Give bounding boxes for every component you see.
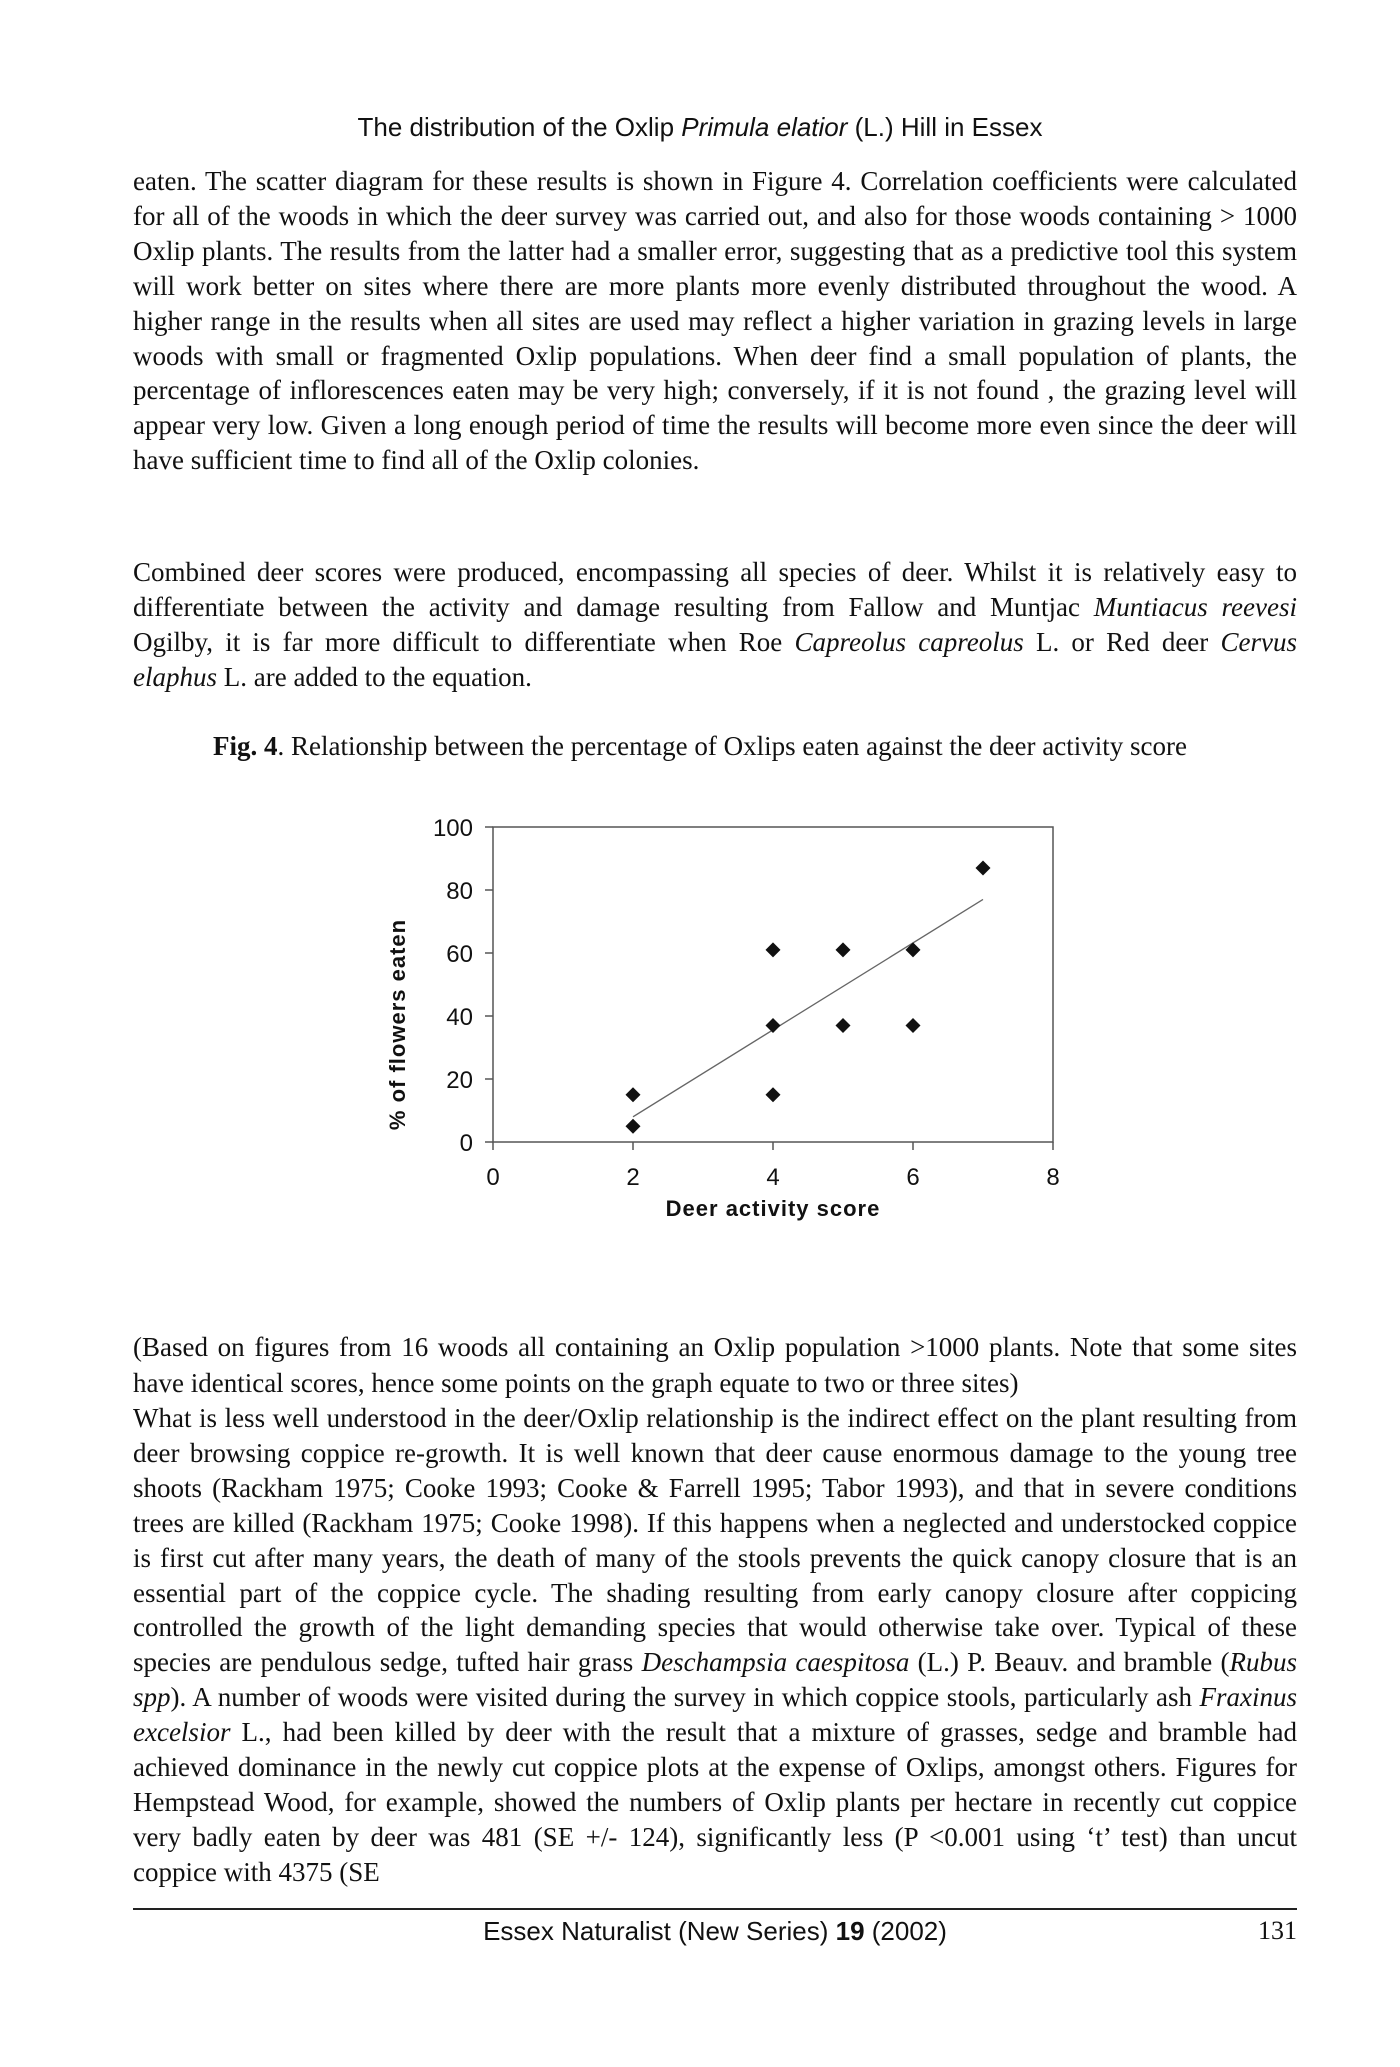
para3-text-2: (L.) P. Beauv. and bramble (	[909, 1647, 1230, 1678]
footer	[133, 1916, 1297, 1956]
para2-text-3: L. or Red deer	[1023, 626, 1221, 657]
para2-species-3: Cervus elaphus	[133, 626, 1298, 692]
data-point	[906, 942, 921, 957]
paragraph-3	[133, 1401, 1297, 1890]
y-axis-label: % of flowers eaten	[385, 918, 410, 1131]
x-tick-label: 4	[766, 1164, 780, 1191]
footer-journal-name: Essex Naturalist (New Series)	[483, 1916, 836, 1946]
figure-caption	[0, 731, 1400, 762]
running-head	[0, 112, 1400, 143]
y-tick-label: 40	[446, 1004, 473, 1031]
y-tick-label: 0	[459, 1130, 473, 1157]
data-point	[976, 860, 991, 875]
para3-text-1: What is less well understood in the deer/Oxlip relationship is the indirect effect on the plant resulting from deer browsing coppice re-growth. It is well known that deer cause enormous damage to the young tree shoots (Rackham 1975; Cooke 1993; Cooke & Farrell 1995; Tabor 1993), and that in severe conditions trees are killed (Rackham 1975; Cooke 1998). If this happens when a neglected and understocked coppice is first cut after many years, the death of many of the stools prevents the quick canopy closure that is an essential part of the coppice cycle. The shading resulting from early canopy closure after coppicing controlled the growth of the light demanding species that would otherwise take over. Typical of these species are pendulous sedge, tufted hair grass	[133, 1403, 1297, 1678]
page-number: 131	[1258, 1916, 1297, 1945]
data-point	[836, 1018, 851, 1033]
footer-volume: 19	[835, 1916, 865, 1946]
para3-species-3: Fraxinus excelsior	[133, 1682, 1297, 1748]
para3-text-4: L., had been killed by deer with the result that a mixture of grasses, sedge and bramble had achieved dominance in the newly cut coppice plots at the expense of Oxlips, amongst others. Figures for Hempstead Wood, for example, showed the numbers of Oxlip plants per hectare in recently cut coppice very badly eaten by deer was 481 (SE +/- 124), significantly less (P <0.001 using ‘t’ test) than uncut coppice with 4375 (SE	[133, 1717, 1297, 1887]
data-point	[766, 1018, 781, 1033]
data-point	[766, 1087, 781, 1102]
running-head-species: Primula elatior	[681, 112, 848, 142]
data-point	[766, 942, 781, 957]
footer-journal	[133, 1916, 1297, 1947]
data-point	[626, 1119, 641, 1134]
y-tick-label: 100	[432, 815, 473, 842]
data-point	[836, 942, 851, 957]
para2-text-1: Combined deer scores were produced, encompassing all species of deer. Whilst it is relatively easy to differentiate between the activity and damage resulting from Fallow and Muntjac	[133, 557, 1297, 622]
x-tick-label: 2	[626, 1164, 640, 1191]
x-tick-label: 8	[1046, 1164, 1060, 1191]
paragraph-2	[133, 555, 1297, 695]
para3-text-3: ). A number of woods were visited during the survey in which coppice stools, particularly ash	[170, 1682, 1200, 1713]
footer-rule	[133, 1908, 1297, 1910]
figure-note: (Based on figures from 16 woods all containing an Oxlip population >1000 plants. Note that some sites have identical scores, hence some points on the graph equate to two or three sites)	[133, 1332, 1297, 1398]
paragraph-1: eaten. The scatter diagram for these results is shown in Figure 4. Correlation coefficients were calculated for all of the woods in which the deer survey was carried out, and also for those woods containing > 1000 Oxlip plants. The results from the latter had a smaller error, suggesting that as a predictive tool this system will work better on sites where there are more plants more evenly distributed throughout the wood. A higher range in the results when all sites are used may reflect a higher variation in grazing levels in large woods with small or fragmented Oxlip populations. When deer find a small population of plants, the percentage of inflorescences eaten may be very high; conversely, if it is not found , the grazing level will appear very low. Given a long enough period of time the results will become more even since the deer will have sufficient time to find all of the Oxlip colonies.	[133, 166, 1297, 476]
x-tick-label: 6	[906, 1164, 920, 1191]
para3-species-2: Rubus spp	[133, 1647, 1298, 1713]
y-tick-label: 80	[446, 878, 473, 905]
y-tick-label: 20	[446, 1067, 473, 1094]
footer-year: (2002)	[864, 1916, 947, 1946]
data-point	[906, 1018, 921, 1033]
scatter-chart	[0, 780, 1400, 1250]
para3-species-1: Deschampsia caespitosa	[641, 1647, 910, 1678]
para2-species-2: Capreolus capreolus	[794, 626, 1024, 657]
para2-text-2: Ogilby, it is far more difficult to differentiate when Roe	[133, 626, 795, 657]
figure-caption-text: . Relationship between the percentage of Oxlips eaten against the deer activity score	[277, 731, 1187, 761]
y-tick-label: 60	[446, 941, 473, 968]
trendline	[633, 899, 983, 1116]
data-point	[626, 1087, 641, 1102]
figure-label: Fig. 4	[213, 731, 278, 761]
para2-text-4: L. are added to the equation.	[217, 661, 532, 692]
running-head-post: (L.) Hill in Essex	[847, 112, 1043, 142]
running-head-pre: The distribution of the Oxlip	[357, 112, 682, 142]
x-axis-label: Deer activity score	[665, 1196, 881, 1221]
x-tick-label: 0	[486, 1164, 500, 1191]
para2-species-1: Muntiacus reevesi	[1093, 591, 1297, 622]
